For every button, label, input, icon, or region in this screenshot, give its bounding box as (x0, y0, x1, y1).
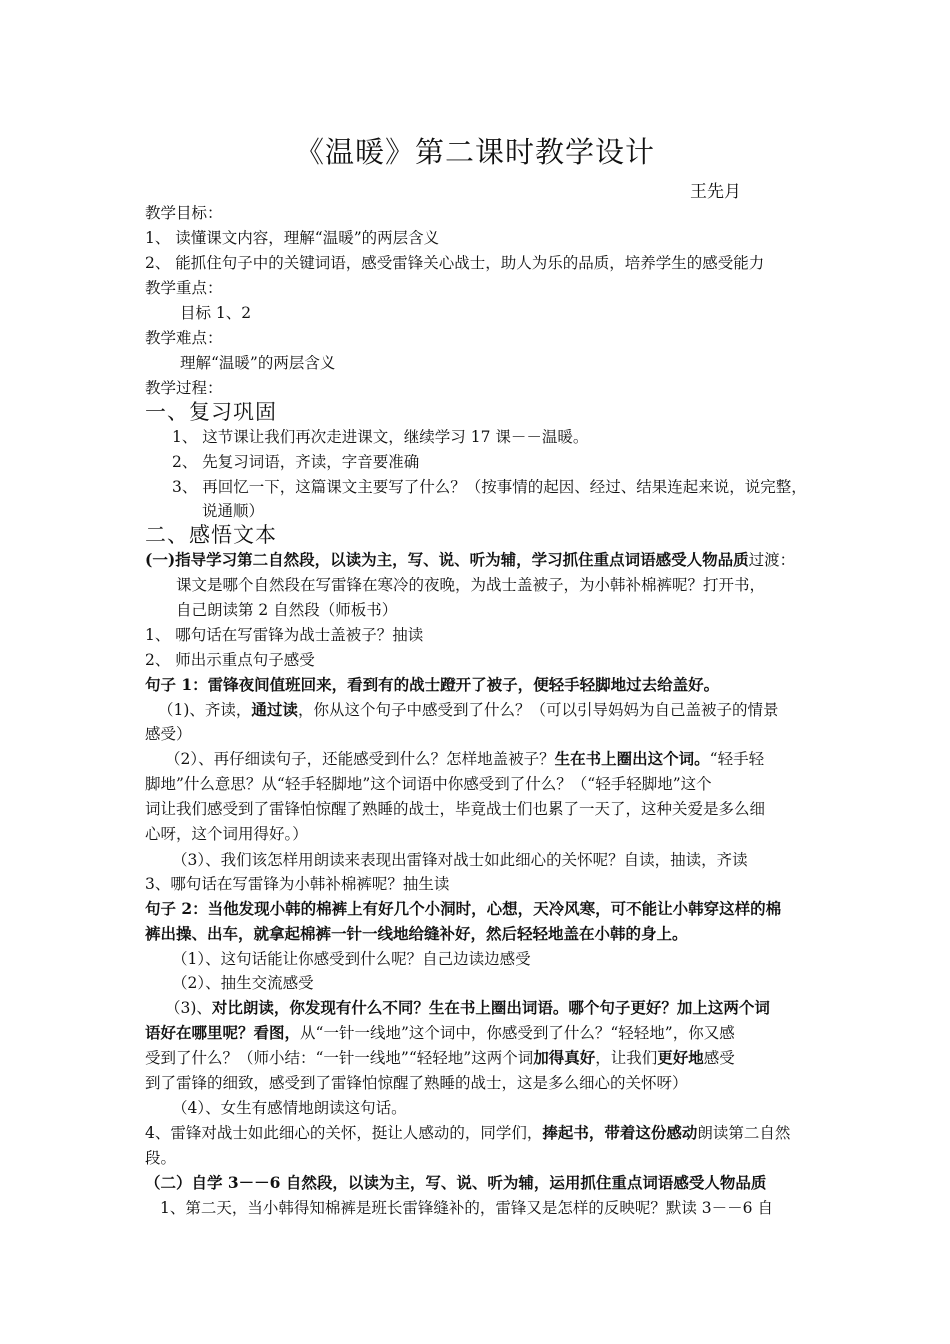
s2c-pre: （3)、 (165, 999, 212, 1017)
question-2: 2、 师出示重点句子感受 (145, 651, 315, 669)
sentence-1-step-3: （3）、我们该怎样用朗读来表现出雷锋对战士如此细心的关怀呢？自读，抽读，齐读 (172, 851, 748, 869)
sentence-1: 句子 1：雷锋夜间值班回来，看到有的战士蹬开了被子，便轻手轻脚地过去给盖好。 (145, 675, 720, 694)
goal-item-1: 1、 读懂课文内容，理解“温暖”的两层含义 (145, 229, 440, 247)
author-name: 王先月 (690, 182, 741, 202)
sentence-1-step-2 (165, 747, 764, 771)
sentence-2-step-1: （1）、这句话能让你感受到什么呢？自己边读边感受 (172, 950, 531, 968)
s2c-l3-pre: 受到了什么？（师小结：“一针一线地”“轻轻地”这两个词 (145, 1049, 534, 1067)
goal-item-2: 2、 能抓住句子中的关键词语，感受雷锋关心战士，助人为乐的品质，培养学生的感受能力 (145, 254, 765, 272)
sentence-1-step-1 (158, 698, 778, 722)
sentence-2-step-4: （4）、女生有感情地朗读这句话。 (172, 1099, 407, 1117)
q4-post: 朗读第二自然 (697, 1124, 791, 1142)
sentence-2-line-1: 句子 2：当他发现小韩的棉裤上有好几个小洞时，心想，天冷风寒，可不能让小韩穿这样的棉 (145, 899, 782, 918)
part-one-line-2: 课文是哪个自然段在写雷锋在寒冷的夜晚，为战士盖被子，为小韩补棉裤呢？打开书， (176, 576, 766, 594)
q4-bold: 捧起书，带着这份感动 (542, 1123, 698, 1142)
s1b-bold: 生在书上圈出这个词。 (554, 749, 710, 768)
s1a-post: ，你从这个句子中感受到了什么？（可以引导妈妈为自己盖被子的情景 (297, 701, 779, 719)
part-one-heading (145, 548, 795, 572)
section-heading-review: 一、复习巩固 (145, 400, 277, 424)
s1a-bold: 通过读 (251, 700, 298, 719)
sentence-2-step-2: （2）、抽生交流感受 (172, 974, 314, 992)
review-item-3-cont: 说通顺） (202, 502, 265, 520)
sentence-1-step-2-line-4: 心呀，这个词用得好。） (145, 825, 308, 843)
part-one-heading-tail: 过渡： (748, 551, 796, 569)
section-heading-text: 二、感悟文本 (145, 523, 277, 547)
sentence-1-step-2-line-3: 词让我们感受到了雷锋怕惊醒了熟睡的战士，毕竟战士们也累了一天了，这种关爱是多么细 (145, 800, 766, 818)
s2c-l3-b1: 加得真好 (533, 1048, 596, 1067)
s2c-l3-post: 感受 (703, 1049, 735, 1067)
part-one-heading-bold: (一)指导学习第二自然段，以读为主，写、说、听为辅，学习抓住重点词语感受人物品质 (145, 550, 749, 569)
s2c-bold: 对比朗读，你发现有什么不同？生在书上圈出词语。哪个句子更好？加上这两个词 (211, 998, 770, 1017)
sentence-1-step-2-line-2: 脚地”什么意思？从“轻手轻脚地”这个词语中你感受到了什么？（“轻手轻脚地”这个 (145, 775, 712, 793)
s1b-post: “轻手轻 (709, 750, 765, 768)
review-item-2: 2、 先复习词语，齐读，字音要准确 (172, 453, 420, 471)
review-item-1: 1、 这节课让我们再次走进课文，继续学习 17 课－－温暖。 (172, 428, 589, 446)
sentence-2-step-3-line-3 (145, 1046, 735, 1070)
focus-body: 目标 1、2 (180, 304, 252, 322)
s2c-l3-mid: ，让我们 (595, 1049, 658, 1067)
question-3: 3、哪句话在写雷锋为小韩补棉裤呢？抽生读 (145, 875, 450, 893)
question-1: 1、 哪句话在写雷锋为战士盖被子？抽读 (145, 626, 424, 644)
sentence-2-step-3-line-4: 到了雷锋的细致，感受到了雷锋怕惊醒了熟睡的战士，这是多么细心的关怀呀） (145, 1074, 688, 1092)
difficulty-heading: 教学难点： (145, 329, 223, 347)
review-item-3: 3、 再回忆一下，这篇课文主要写了什么？（按事情的起因、经过、结果连起来说，说完整， (172, 478, 807, 496)
sentence-2-step-3 (165, 996, 770, 1020)
difficulty-body: 理解“温暖”的两层含义 (180, 354, 336, 372)
s2c-l3-b2: 更好地 (657, 1048, 704, 1067)
s1a-pre: （1)、齐读， (158, 701, 252, 719)
document-title: 《温暖》第二课时教学设计 (294, 135, 655, 169)
s2c-l2-bold: 语好在哪里呢？看图， (145, 1023, 301, 1042)
s2c-l2-post: 从“一针一线地”这个词中，你感受到了什么？“轻轻地”，你又感 (300, 1024, 735, 1042)
sentence-2-line-2: 裤出操、出车，就拿起棉裤一针一线地给缝补好，然后轻轻地盖在小韩的身上。 (145, 924, 688, 943)
process-heading: 教学过程： (145, 379, 223, 397)
s1b-pre: （2）、再仔细读句子，还能感受到什么？怎样地盖被子？ (165, 750, 555, 768)
question-4-cont: 段。 (145, 1149, 177, 1167)
question-4 (145, 1121, 790, 1145)
part-two-item-1: 1、第二天，当小韩得知棉裤是班长雷锋缝补的，雷锋又是怎样的反映呢？默读 3－－6 自 (160, 1199, 773, 1217)
part-one-line-3: 自己朗读第 2 自然段（师板书） (176, 601, 398, 619)
part-two-heading: （二）自学 3－－6 自然段，以读为主，写、说、听为辅，运用抓住重点词语感受人物品质 (145, 1173, 767, 1192)
sentence-1-step-1-cont: 感受） (145, 725, 192, 743)
sentence-2-step-3-line-2 (145, 1021, 735, 1045)
goals-heading: 教学目标： (145, 204, 223, 222)
q4-pre: 4、雷锋对战士如此细心的关怀，挺让人感动的，同学们， (145, 1124, 543, 1142)
focus-heading: 教学重点： (145, 279, 223, 297)
